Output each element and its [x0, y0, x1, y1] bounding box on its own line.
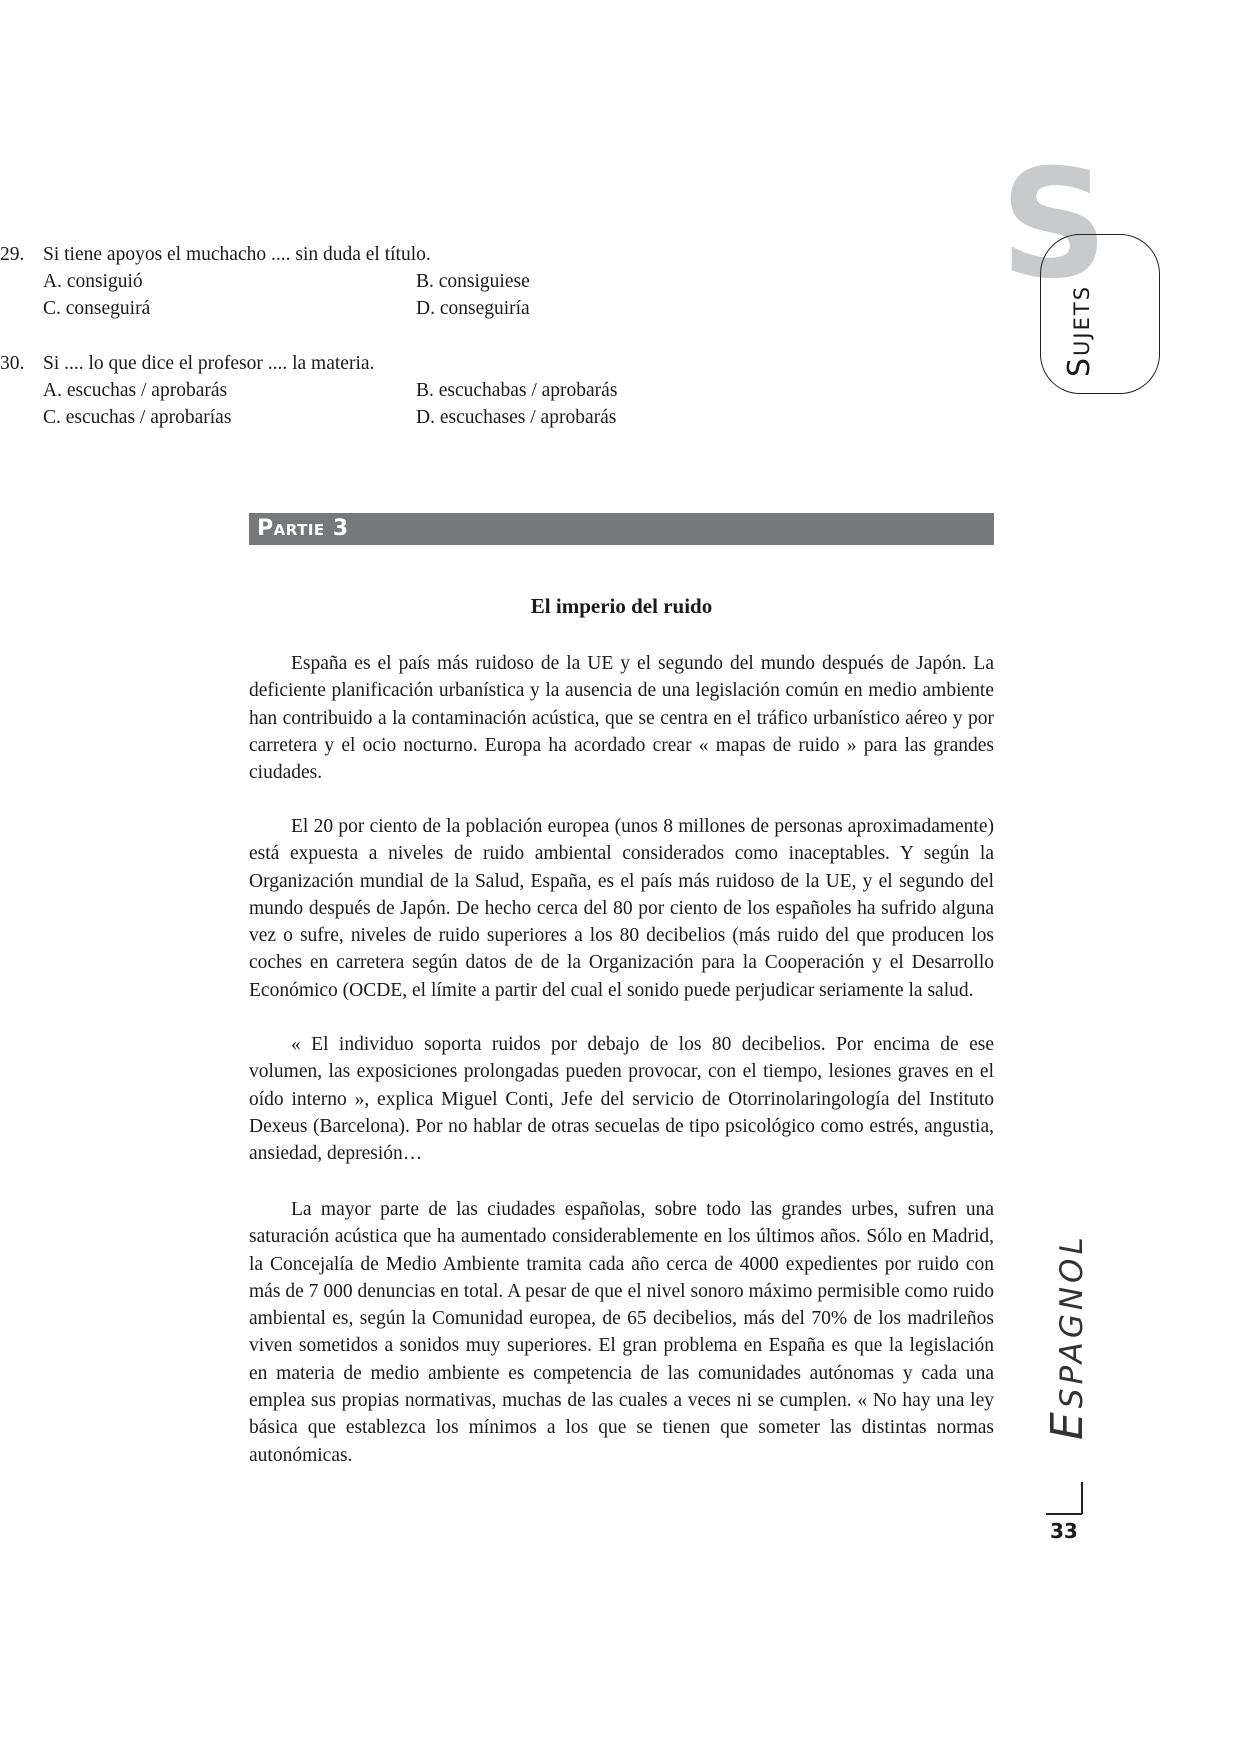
option-d: D. escuchases / aprobarás [416, 407, 617, 428]
question-number: 30. [0, 353, 25, 374]
page-corner-mark [1046, 1513, 1082, 1515]
question-stem: Si .... lo que dice el profesor .... la materia. [43, 353, 375, 374]
option-c: C. escuchas / aprobarías [43, 407, 232, 428]
question-number: 29. [0, 244, 25, 265]
article-paragraph: « El individuo soporta ruidos por debajo de los 80 decibelios. Por encima de ese volumen, las exposiciones prolongadas pueden provocar, con el tiempo, lesiones graves en el oído interno », explica Miguel Conti, Jefe del servicio de Otorrinolaringología del Instituto Dexeus (Barcelona). Por no hablar de otras secuelas de tipo psicológico como estrés, angustia, ansiedad, depresión… [249, 1034, 994, 1165]
page-corner-mark [1081, 1482, 1083, 1514]
section-tab-label: Sujets [1062, 284, 1097, 377]
option-d: D. conseguiría [416, 298, 530, 319]
page-number: 33 [1050, 1519, 1078, 1543]
option-a: A. consiguió [43, 271, 143, 292]
option-c: C. conseguirá [43, 298, 151, 319]
article-paragraph: El 20 por ciento de la población europea (unos 8 millones de personas aproximadamente) está expuesta a niveles de ruido ambiental considerados como inaceptables. Y según la Organización mundial de la Salud, España, es el país más ruidoso de la UE, y el segundo del mundo después de Japón. De hecho cerca del 80 por ciento de los españoles ha sufrido alguna vez o sufre, niveles de ruido superiores a los 80 decibelios (más ruido del que producen los coches en carretera según datos de de la Organización para la Cooperación y el Desarrollo Económico (OCDE, el límite a partir del cual el sonido puede perjudicar seriamente la salud. [249, 816, 994, 1001]
part-heading: Partie 3 [249, 513, 994, 545]
article-paragraph: España es el país más ruidoso de la UE y el segundo del mundo después de Japón. La deficiente planificación urbanística y la ausencia de una legislación común en medio ambiente han contribuido a la contaminación acústica, que se centra en el tráfico urbanístico aéreo y por carretera y el ocio nocturno. Europa ha acordado crear « mapas de ruido » para las grandes ciudades. [249, 653, 994, 784]
question-stem: Si tiene apoyos el muchacho .... sin duda el título. [43, 244, 431, 265]
section-letter-watermark: S [1000, 138, 1109, 312]
subject-label: Espagnol [1042, 1233, 1093, 1440]
section-tab [1040, 234, 1160, 394]
article-paragraph: La mayor parte de las ciudades españolas, sobre todo las grandes urbes, sufren una saturación acústica que ha aumentado considerablemente en los últimos años. Sólo en Madrid, la Concejalía de Medio Ambiente tramita cada año cerca de 4000 expedientes por ruido con más de 7 000 denuncias en total. A pesar de que el nivel sonoro máximo permisible como ruido ambiental es, según la Comunidad europea, de 65 decibelios, más del 70% de los madrileños viven sometidos a sonidos muy superiores. El gran problema en España es que la legislación en materia de medio ambiente es competencia de las comunidades autónomas y cada una emplea sus propias normativas, muchas de las cuales a veces ni se cumplen. « No hay una ley básica que establezca los mínimos a los que se tienen que someter las distintas normas autonómicas. [249, 1199, 994, 1466]
option-b: B. escuchabas / aprobarás [416, 380, 618, 401]
article-title: El imperio del ruido [530, 594, 713, 618]
option-a: A. escuchas / aprobarás [43, 380, 228, 401]
option-b: B. consiguiese [416, 271, 530, 292]
